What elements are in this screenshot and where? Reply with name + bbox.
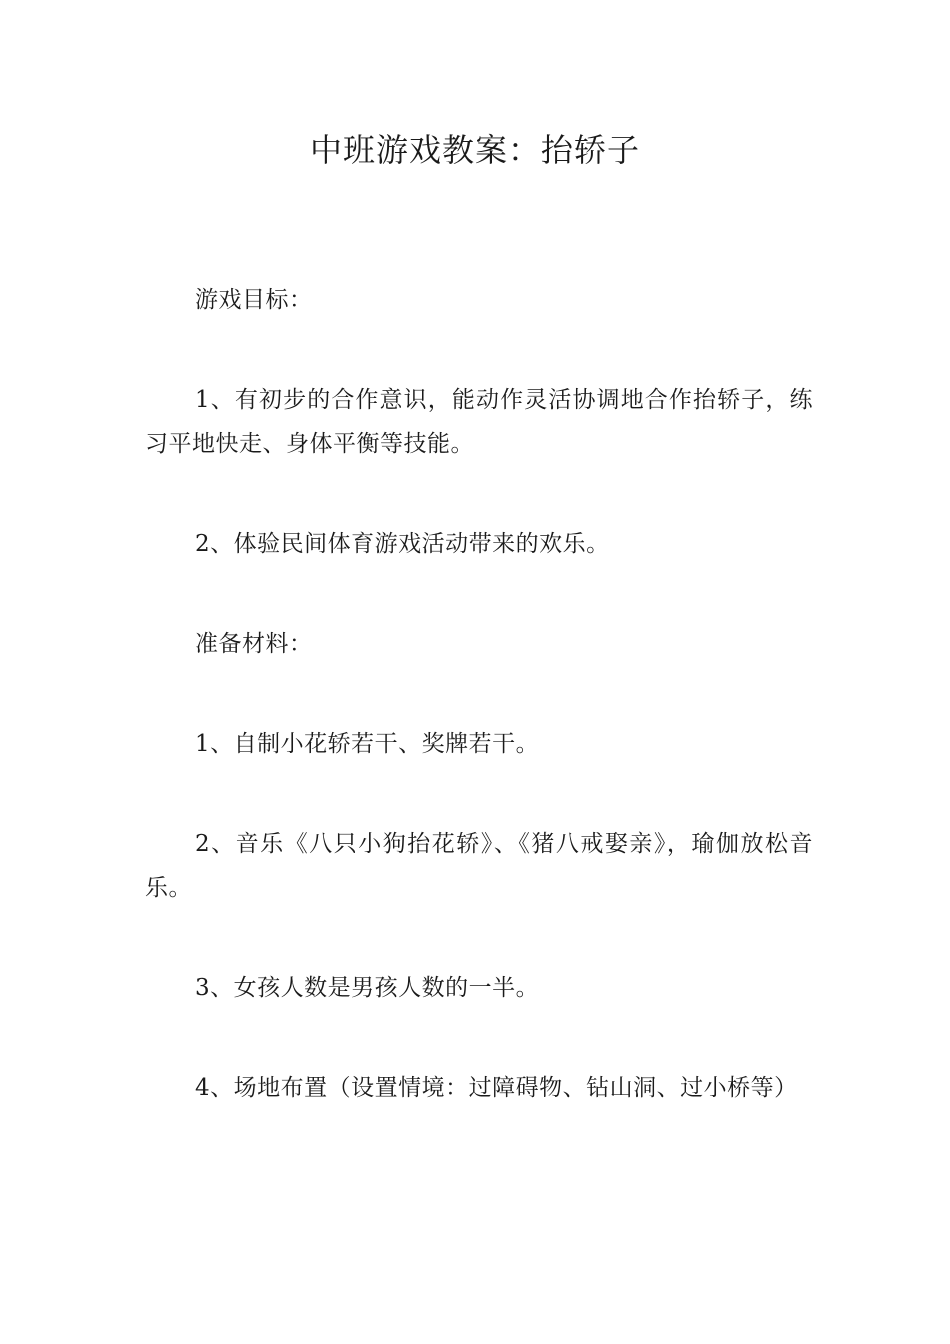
section-heading-materials: 准备材料： [195,631,313,657]
material-item-1: 1、自制小花轿若干、奖牌若干。 [195,731,540,757]
goal-item-2: 2、体验民间体育游戏活动带来的欢乐。 [195,531,610,557]
material-item-3: 3、女孩人数是男孩人数的一半。 [195,975,540,1001]
section-heading-goals: 游戏目标： [195,287,313,313]
material-item-4: 4、场地布置（设置情境：过障碍物、钻山洞、过小桥等） [195,1075,798,1101]
document-body [145,278,813,1166]
document-title: 中班游戏教案：抬轿子 [309,131,640,169]
goal-item-1: 1、有初步的合作意识，能动作灵活协调地合作抬轿子，练习平地快走、身体平衡等技能。 [145,387,813,457]
material-item-2: 2、音乐《八只小狗抬花轿》、《猪八戒娶亲》，瑜伽放松音乐。 [145,831,813,901]
